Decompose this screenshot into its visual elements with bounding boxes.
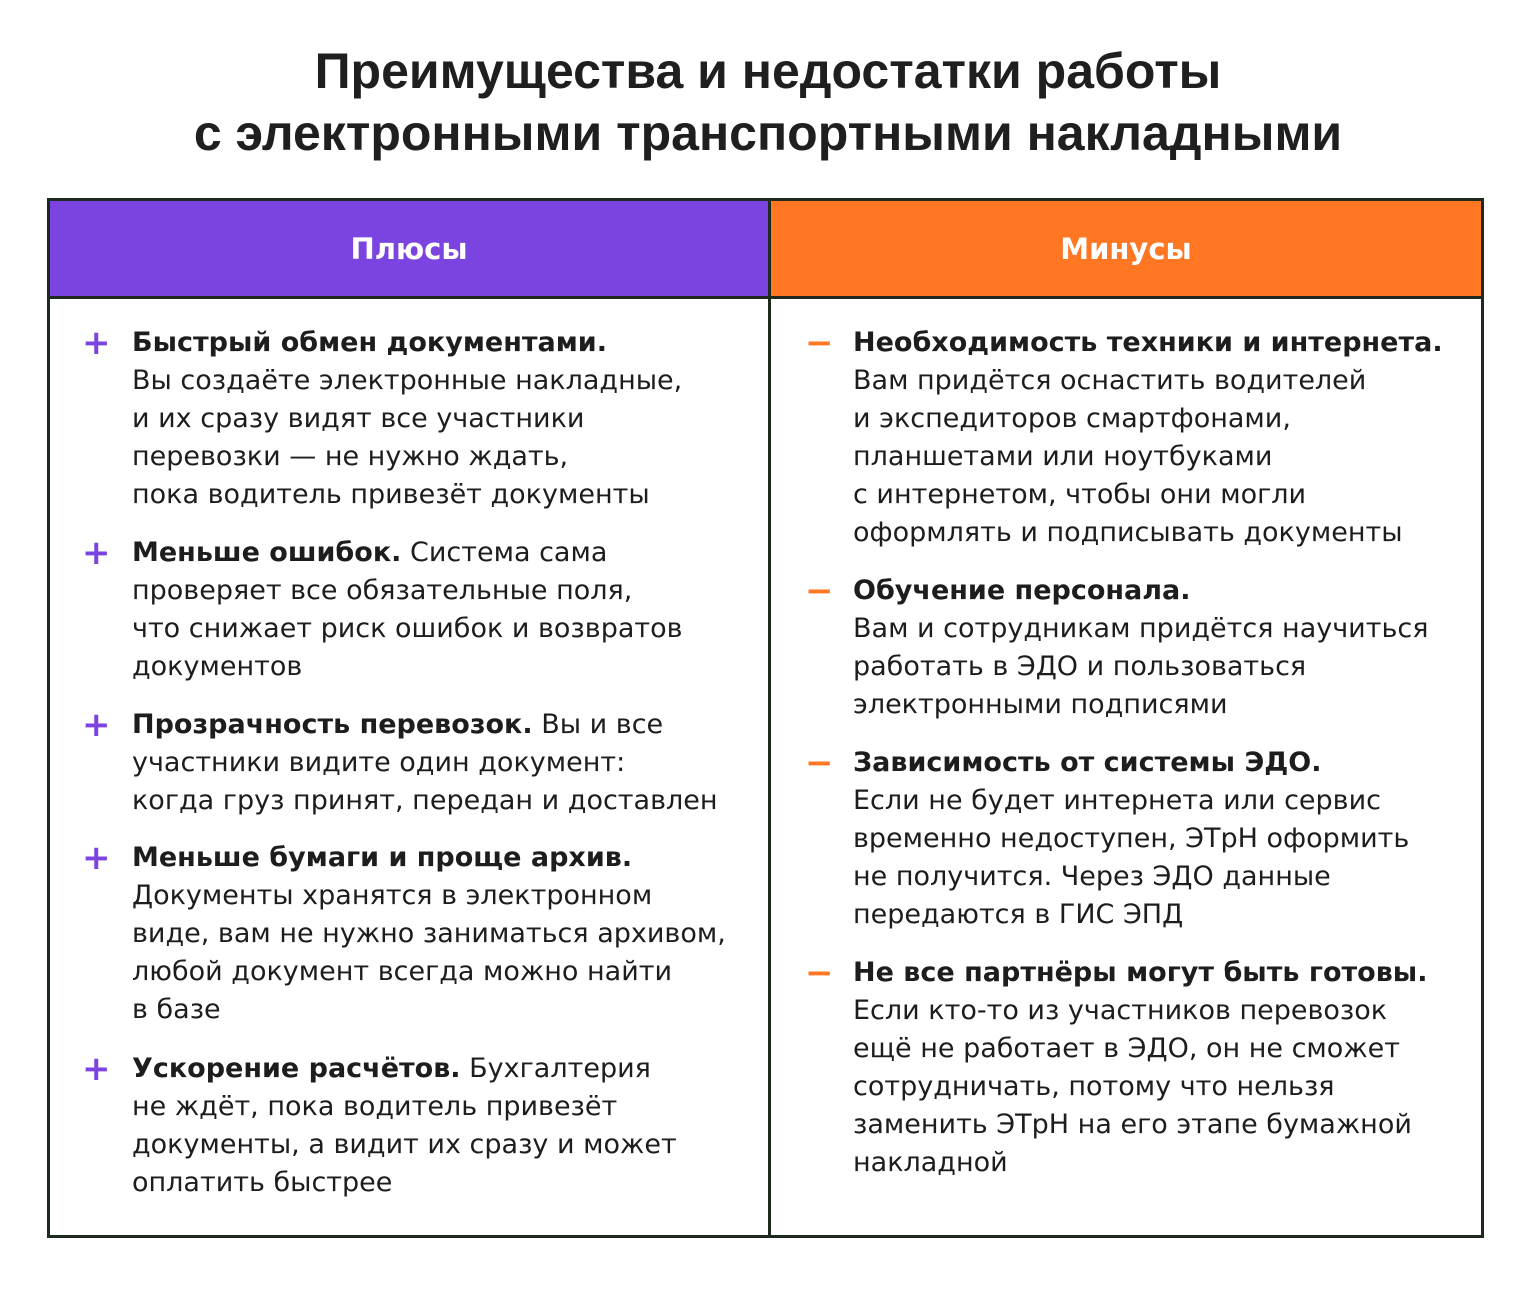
cons-item — [771, 324, 1481, 552]
cons-item — [771, 572, 1481, 724]
minus-icon: − — [805, 743, 834, 783]
pros-item — [50, 839, 768, 1029]
cons-item — [771, 954, 1481, 1182]
pros-item-text: Меньше бумаги и проще архив. Документы хранятся в электронном виде, вам не нужно заниматься архивом, любой документ всегда можно найти в базе — [132, 842, 726, 1025]
plus-icon: + — [82, 838, 111, 878]
pros-item — [50, 706, 768, 820]
pros-column — [50, 201, 771, 1235]
minus-icon: − — [805, 323, 834, 363]
pros-item-text: Прозрачность перевозок. Вы и все участники видите один документ: когда груз принят, передан и доставлен — [132, 709, 718, 816]
cons-item-heading: Зависимость от системы ЭДО. — [853, 747, 1322, 778]
cons-item-text: Обучение персонала. Вам и сотрудникам придётся научиться работать в ЭДО и пользоваться электронными подписями — [853, 575, 1429, 720]
cons-header: Минусы — [771, 201, 1481, 299]
page-title — [0, 40, 1536, 164]
cons-item — [771, 744, 1481, 934]
cons-item-text: Необходимость техники и интернета. Вам придётся оснастить водителей и экспедиторов смартфонами, планшетами или ноутбуками с интернетом, чтобы они могли оформлять и подписывать документы — [853, 327, 1443, 548]
title-line-2: с электронными транспортными накладными — [193, 105, 1343, 161]
plus-icon: + — [82, 1049, 111, 1089]
pros-item — [50, 534, 768, 686]
title-line-1: Преимущества и недостатки работы — [314, 43, 1222, 99]
pros-item-heading: Меньше ошибок. — [132, 537, 402, 568]
pros-item — [50, 324, 768, 514]
plus-icon: + — [82, 705, 111, 745]
cons-item-heading: Обучение персонала. — [853, 575, 1191, 606]
pros-item — [50, 1050, 768, 1202]
pros-item-text: Ускорение расчётов. Бухгалтерия не ждёт, пока водитель привезёт документы, а видит их сразу и может оплатить быстрее — [132, 1053, 677, 1198]
plus-icon: + — [82, 323, 111, 363]
pros-item-text: Меньше ошибок. Система сама проверяет все обязательные поля, что снижает риск ошибок и возвратов документов — [132, 537, 683, 682]
minus-icon: − — [805, 571, 834, 611]
cons-item-heading: Необходимость техники и интернета. — [853, 327, 1443, 358]
minus-icon: − — [805, 953, 834, 993]
pros-item-heading: Меньше бумаги и проще архив. — [132, 842, 633, 873]
pros-cons-table — [47, 198, 1484, 1238]
pros-item-heading: Прозрачность перевозок. — [132, 709, 533, 740]
plus-icon: + — [82, 533, 111, 573]
cons-column — [771, 201, 1481, 1235]
cons-item-heading: Не все партнёры могут быть готовы. — [853, 957, 1428, 988]
cons-item-text: Зависимость от системы ЭДО. Если не будет интернета или сервис временно недоступен, ЭТрН оформить не получится. Через ЭДО данные передаются в ГИС ЭПД — [853, 747, 1410, 930]
pros-header: Плюсы — [50, 201, 768, 299]
pros-item-text: Быстрый обмен документами. Вы создаёте электронные накладные, и их сразу видят все участники перевозки — не нужно ждать, пока водитель привезёт документы — [132, 327, 683, 510]
cons-item-text: Не все партнёры могут быть готовы. Если кто-то из участников перевозок ещё не работает в ЭДО, он не сможет сотрудничать, потому что нельзя заменить ЭТрН на его этапе бумажной накладной — [853, 957, 1428, 1178]
pros-item-heading: Быстрый обмен документами. — [132, 327, 607, 358]
pros-item-heading: Ускорение расчётов. — [132, 1053, 461, 1084]
